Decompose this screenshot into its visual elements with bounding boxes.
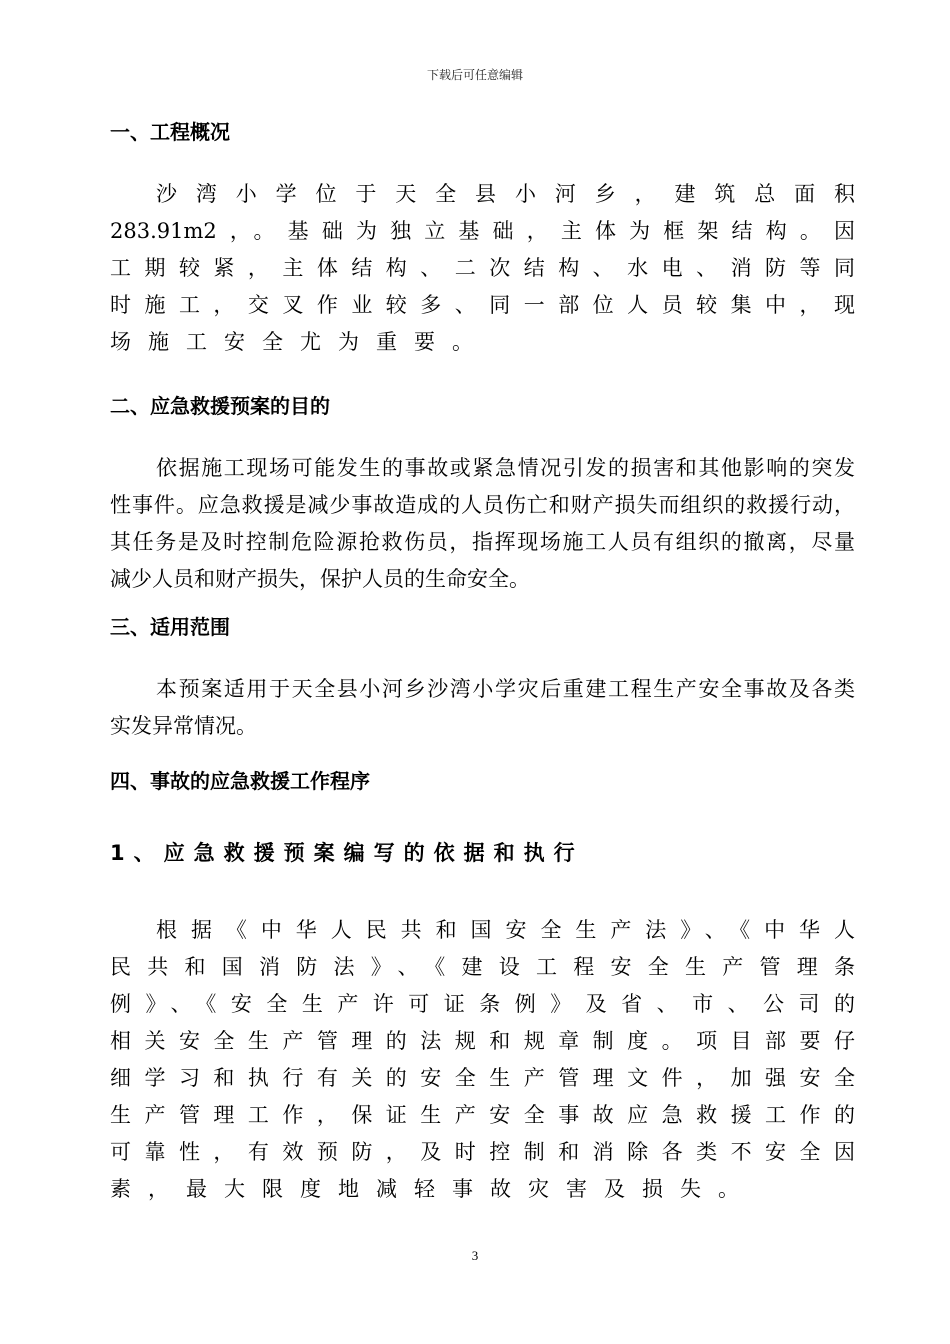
page-number: 3 xyxy=(471,1248,479,1263)
paragraph-line: 细学习和执行有关的安全生产管理文件，加强安全 xyxy=(110,1066,855,1090)
paragraph-line: 场施工安全尤为重要。 xyxy=(110,330,490,354)
paragraph-line: 相关安全生产管理的法规和规章制度。项目部要仔 xyxy=(110,1029,855,1053)
section-heading-scope: 三、适用范围 xyxy=(110,615,230,639)
paragraph-line: 性事件。应急救援是减少事故造成的人员伤亡和财产损失而组织的救援行动， xyxy=(110,493,855,517)
paragraph-line: 减少人员和财产损失，保护人员的生命安全。 xyxy=(110,567,530,591)
header-note: 下载后可任意编辑 xyxy=(426,68,523,82)
subsection-heading-basis: 1、应急救援预案编写的依据和执行 xyxy=(110,841,584,865)
paragraph-line: 生产管理工作，保证生产安全事故应急救援工作的 xyxy=(110,1103,855,1127)
purpose-paragraph xyxy=(110,450,855,598)
section-heading-procedure: 四、事故的应急救援工作程序 xyxy=(110,769,370,793)
paragraph-line: 沙湾小学位于天全县小河乡，建筑总面积 xyxy=(156,182,855,206)
paragraph-line: 283.91m2，。基础为独立基础，主体为框架结构。因 xyxy=(110,219,855,243)
overview-paragraph xyxy=(110,176,855,361)
paragraph-line: 例》、《安全生产许可证条例》及省、市、公司的 xyxy=(110,992,855,1016)
paragraph-line: 可靠性，有效预防，及时控制和消除各类不安全因 xyxy=(110,1140,855,1164)
paragraph-line: 工期较紧，主体结构、二次结构、水电、消防等同 xyxy=(110,256,855,280)
paragraph-line: 其任务是及时控制危险源抢救伤员，指挥现场施工人员有组织的撤离，尽量 xyxy=(110,530,855,554)
basis-paragraph xyxy=(110,912,855,1208)
paragraph-line: 实发异常情况。 xyxy=(110,714,257,738)
paragraph-line: 素，最大限度地减轻事故灾害及损失。 xyxy=(110,1177,756,1201)
section-heading-overview: 一、工程概况 xyxy=(110,120,230,144)
paragraph-line: 民共和国消防法》、《建设工程安全生产管理条 xyxy=(110,955,855,979)
scope-paragraph xyxy=(110,671,855,745)
paragraph-line: 依据施工现场可能发生的事故或紧急情况引发的损害和其他影响的突发 xyxy=(156,456,855,480)
paragraph-line: 根据《中华人民共和国安全生产法》、《中华人 xyxy=(156,918,855,942)
paragraph-line: 时施工，交叉作业较多、同一部位人员较集中，现 xyxy=(110,293,855,317)
section-heading-purpose: 二、应急救援预案的目的 xyxy=(110,394,330,418)
paragraph-line: 本预案适用于天全县小河乡沙湾小学灾后重建工程生产安全事故及各类 xyxy=(156,677,855,701)
